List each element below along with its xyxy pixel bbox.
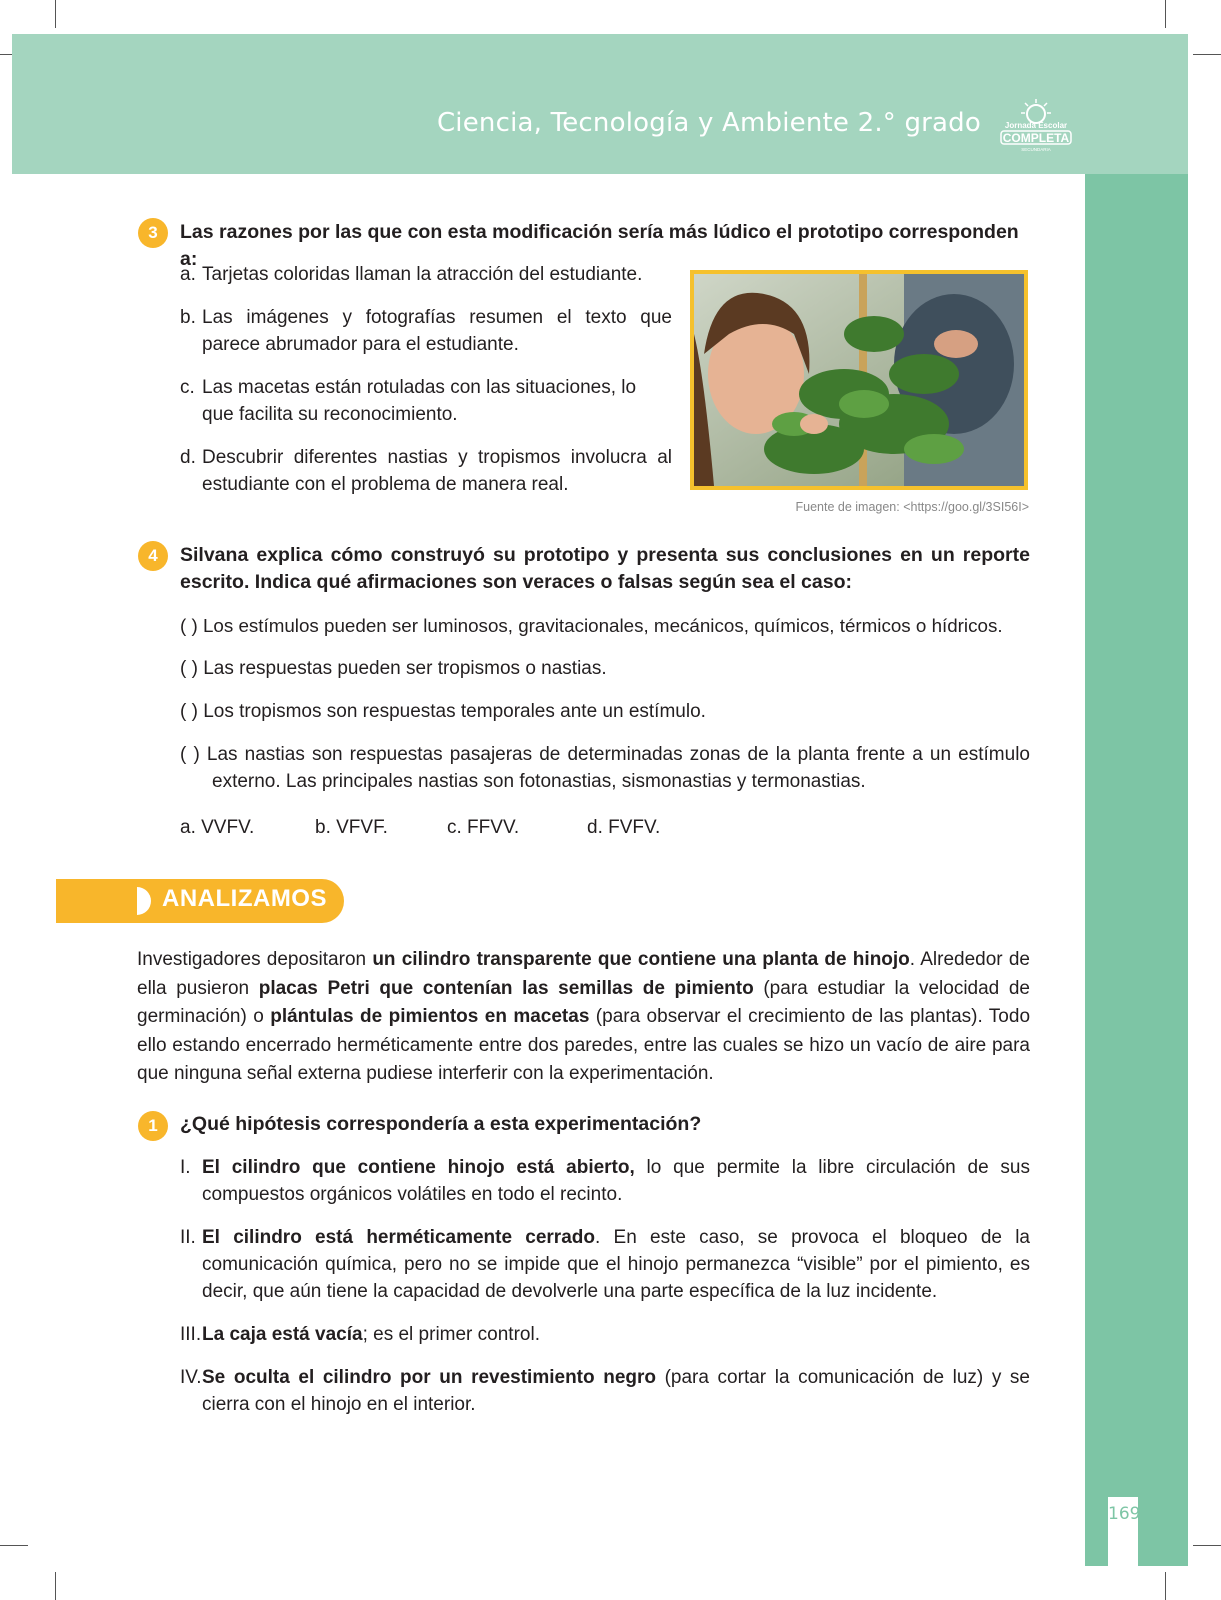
- crop-mark: [1193, 54, 1221, 55]
- q1-item-roman: IV.: [180, 1367, 202, 1388]
- q3-option-d-text: Descubrir diferentes nastias y tropismos involucra al estudiante con el problema de manera real.: [202, 447, 672, 495]
- q4-answer-c: c. FFVV.: [447, 817, 520, 838]
- paragraph-text: (para estudiar la velocidad de germinación) o: [137, 977, 1030, 1027]
- crop-mark: [1165, 1572, 1166, 1600]
- question-3-title: Las razones por las que con esta modificación sería más lúdico el prototipo corresponden a:: [180, 221, 1019, 270]
- paragraph-bold: un cilindro transparente que contiene una planta de hinojo: [372, 949, 910, 970]
- logo-text-top: Jornada Escolar: [1004, 121, 1068, 130]
- paragraph-text: . Alrededor de ella pusieron: [137, 949, 1030, 999]
- logo-text-main: COMPLETA: [1002, 131, 1070, 145]
- paragraph-text: Investigadores depositaron: [137, 949, 373, 970]
- analizamos-paragraph: [137, 946, 1030, 1089]
- q4-statement: ( ) Los tropismos son respuestas temporales ante un estímulo.: [180, 701, 706, 722]
- crop-mark: [55, 0, 56, 28]
- crop-mark: [1193, 1545, 1221, 1546]
- q4-statement: ( ) Las nastias son respuestas pasajeras de determinadas zonas de la planta frente a un estímulo externo. Las principales nastias son fotonastias, sismonastias y termonastias.: [180, 744, 1030, 792]
- q3-option-c-letter: c.: [180, 377, 195, 398]
- q3-option-c-text: Las macetas están rotuladas con las situaciones, lo que facilita su reconocimiento.: [202, 377, 637, 425]
- paragraph-text: (para observar el crecimiento de las plantas). Todo ello estando encerrado herméticamente entre dos paredes, entre las cuales se hizo un vacío de aire para que ninguna señal externa pudiese interferir con la experimentación.: [137, 1006, 1031, 1084]
- crop-mark: [1165, 0, 1166, 28]
- question-1-title: ¿Qué hipótesis correspondería a esta experimentación?: [180, 1113, 702, 1135]
- side-strip: [1085, 174, 1188, 1566]
- q1-item-bold: La caja está vacía: [202, 1324, 363, 1345]
- q1-item-rest: . En este caso, se provoca el bloqueo de la comunicación química, pero no se impide que el hinojo permanezca “visible” por el pimiento, es decir, que aún tiene la capacidad de devolverle una parte específica de la luz incidente.: [202, 1227, 1031, 1302]
- paragraph-bold: placas Petri que contenían las semillas de pimiento: [258, 977, 754, 999]
- q1-item-text: [202, 1224, 1030, 1305]
- question-4-title: Silvana explica cómo construyó su prototipo y presenta sus conclusiones en un reporte escrito. Indica qué afirmaciones son veraces o falsas según sea el caso:: [180, 544, 1030, 593]
- analizamos-title: ANALIZAMOS: [162, 885, 327, 912]
- q3-option-b-text: Las imágenes y fotografías resumen el texto que parece abrumador para el estudiante.: [202, 307, 672, 355]
- question-4-badge: 4: [138, 541, 168, 571]
- header-title: Ciencia, Tecnología y Ambiente 2.° grado: [436, 108, 981, 138]
- image-source-caption: Fuente de imagen: <https://goo.gl/3SI56I>: [795, 500, 1029, 514]
- q4-statement: ( ) Los estímulos pueden ser luminosos, gravitacionales, mecánicos, químicos, térmicos o hídricos.: [180, 615, 1003, 636]
- q3-option-b-letter: b.: [180, 307, 196, 328]
- page-number: 169: [1108, 1504, 1141, 1524]
- logo-text-bottom: SECUNDARIA: [1021, 147, 1051, 152]
- q1-item-rest: (para cortar la comunicación de luz) y se cierra con el hinojo en el interior.: [202, 1367, 1030, 1415]
- q4-answer-b: b. VFVF.: [315, 817, 388, 838]
- q3-option-d-letter: d.: [180, 447, 196, 468]
- q1-item-bold: El cilindro que contiene hinojo está abierto,: [202, 1157, 635, 1178]
- q1-item-text: [202, 1364, 1030, 1418]
- q4-statement: ( ) Las respuestas pueden ser tropismos o nastias.: [180, 658, 607, 679]
- q1-item-roman: I.: [180, 1157, 191, 1178]
- paragraph-bold: plántulas de pimientos en macetas: [270, 1006, 590, 1027]
- q1-item-bold: El cilindro está herméticamente cerrado: [202, 1227, 595, 1248]
- q1-item-text: [202, 1321, 1030, 1348]
- question-3-badge: 3: [138, 218, 168, 248]
- q3-option-a-letter: a.: [180, 264, 196, 285]
- q1-item-roman: II.: [180, 1227, 196, 1248]
- jornada-escolar-completa-logo: [993, 98, 1079, 154]
- q4-answer-d: d. FVFV.: [587, 817, 661, 838]
- student-plant-photo: [690, 270, 1028, 490]
- photo-illustration: [694, 274, 1024, 486]
- q1-item-rest: lo que permite la libre circulación de sus compuestos orgánicos volátiles en todo el recinto.: [202, 1157, 1030, 1205]
- q1-item-rest: ; es el primer control.: [362, 1324, 540, 1345]
- crop-mark: [0, 1545, 28, 1546]
- crop-mark: [55, 1572, 56, 1600]
- q1-item-bold: Se oculta el cilindro por un revestimiento negro: [202, 1367, 656, 1388]
- q4-answer-a: a. VVFV.: [180, 817, 255, 838]
- q1-item-roman: III.: [180, 1324, 202, 1345]
- q3-option-a-text: Tarjetas coloridas llaman la atracción del estudiante.: [202, 264, 643, 285]
- question-1-badge: 1: [138, 1111, 168, 1141]
- q1-item-text: [202, 1154, 1030, 1208]
